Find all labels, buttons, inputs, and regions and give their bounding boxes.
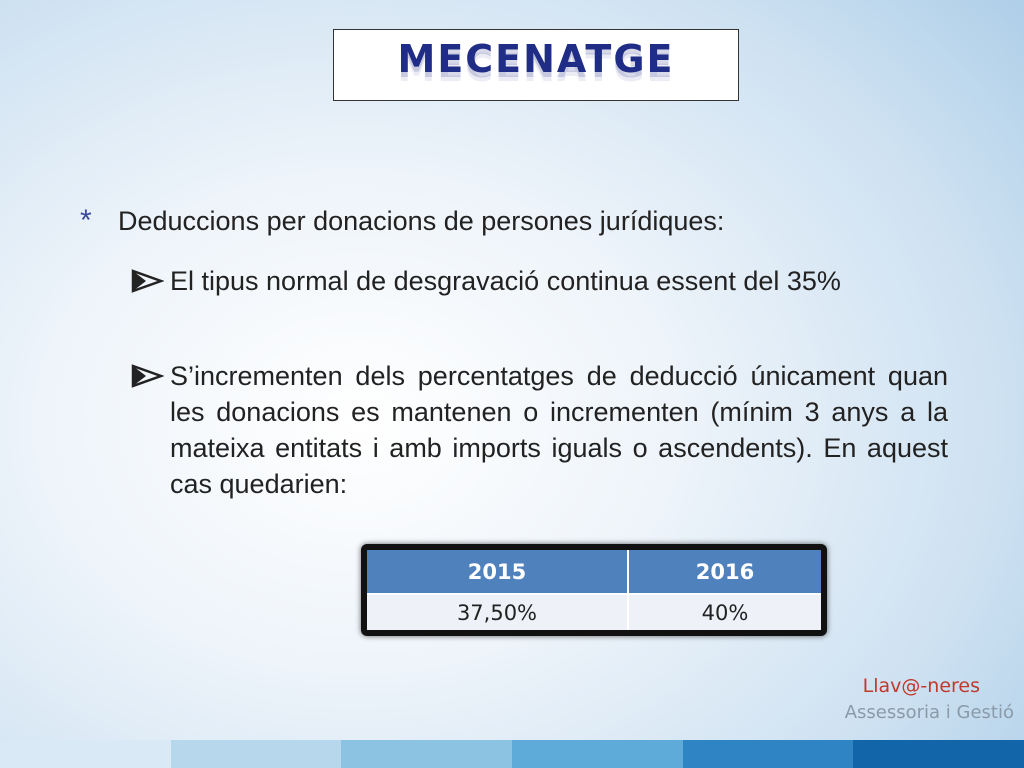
sub-bullet-1 [130,263,948,303]
asterisk-bullet-icon: * [80,204,92,237]
cell-2016: 40% [628,594,821,630]
footer-segment [0,740,171,768]
footer-color-bar [0,740,1024,768]
arrow-bullet-icon [130,267,170,303]
sub-bullet-1-text: El tipus normal de desgravació continua essent del 35% [170,266,841,296]
brand-name: Llav@-neres [862,675,980,697]
main-bullet-text: Deduccions per donacions de persones jurídiques: [118,206,725,236]
footer-segment [683,740,854,768]
header-2016: 2016 [628,550,821,594]
footer-segment [171,740,342,768]
header-2015: 2015 [367,550,628,594]
main-bullet [80,206,724,238]
sub-bullet-2 [130,358,948,502]
footer-segment [853,740,1024,768]
sub-bullet-2-text: S’incrementen dels percentatges de deducció únicament quan les donacions es mantenen o incrementen (mínim 3 anys a la mateixa entitats i amb imports iguals o ascendents). En aquest cas quedarien: [170,361,948,499]
slide-title: MECENATGE [397,37,675,81]
table-row [367,594,821,630]
brand-subtitle: Assessoria i Gestió [844,702,1014,723]
deduction-table [361,544,827,636]
title-box [333,29,739,101]
arrow-bullet-icon [130,362,170,398]
footer-segment [341,740,512,768]
cell-2015: 37,50% [367,594,628,630]
footer-segment [512,740,683,768]
table-header-row [367,550,821,594]
